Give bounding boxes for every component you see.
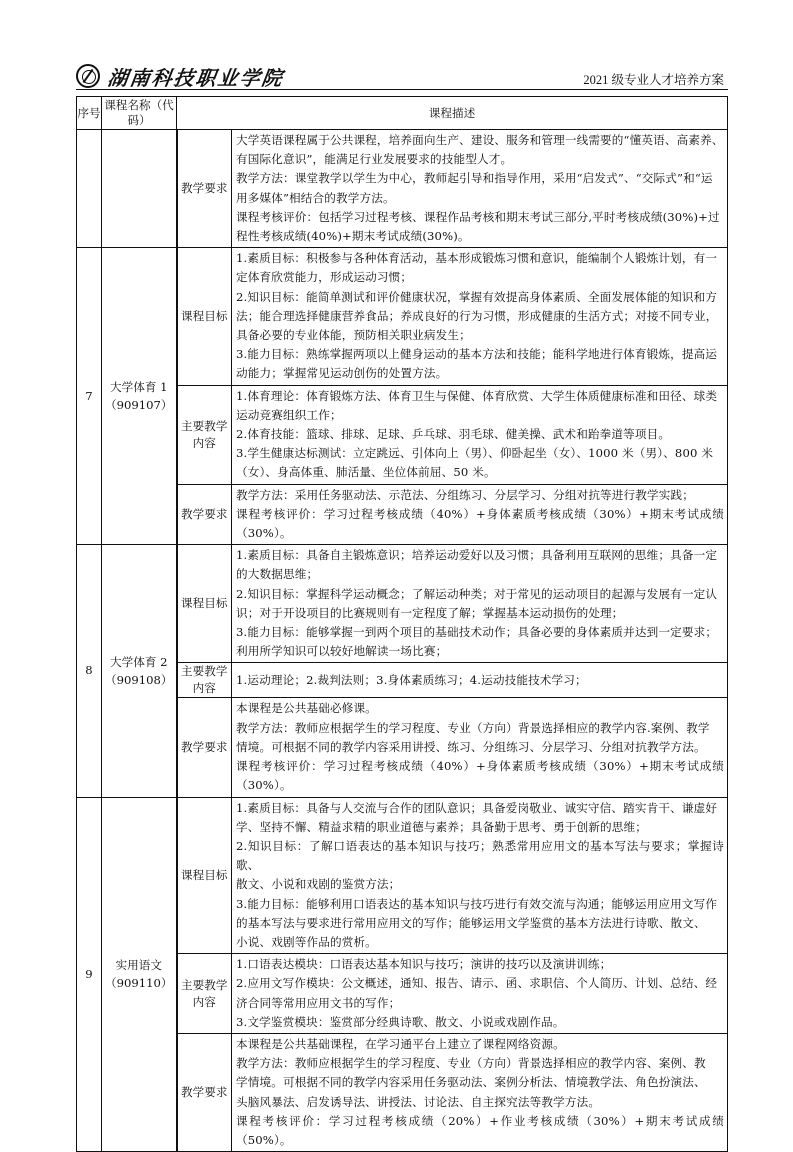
desc-line: 2.知识目标：了解口语表达的基本知识与技巧；熟悉常用应用文的基本写法与要求；掌握诗歌、 — [236, 838, 724, 873]
desc-line: 教学方法：课堂教学以学生为中心，教师起引导和指导作用，采用“启发式”、“交际式”和“运 — [236, 171, 713, 186]
section-desc — [232, 248, 728, 385]
desc-line: 1.口语表达模块：口语表达基本知识与技巧；演讲的技巧以及演讲训练； — [236, 957, 612, 972]
header-rule — [76, 89, 728, 90]
desc-line: 学情境。可根据不同的教学内容采用任务驱动法、案例分析法、情境教学法、角色扮演法、 — [236, 1075, 706, 1090]
desc-line: 小说、戏剧等作品的赏析。 — [236, 934, 377, 949]
header-desc-text: 课程描述 — [428, 105, 476, 120]
desc-line: 2.体育技能：篮球、排球、足球、乒乓球、羽毛球、健美操、武术和跆拳道等项目。 — [236, 427, 671, 442]
desc-line: 课程考核评价：学习过程考核成绩（40%）+身体素质考核成绩（30%）+期末考试成绩（30%）。 — [236, 506, 724, 541]
desc-line: 1.素质目标：积极参与各种体育活动，基本形成锻炼习惯和意识，能编制个人锻炼计划，有一 — [236, 251, 718, 266]
desc-line: 课程考核评价：学习过程考核成绩（40%）+身体素质考核成绩（30%）+期末考试成绩（30%）。 — [236, 759, 724, 793]
desc-line: 散文、小说和戏剧的鉴赏方法； — [236, 877, 401, 892]
course-number: 7 — [77, 248, 102, 545]
desc-line: 3.能力目标：熟练掌握两项以上健身运动的基本方法和技能；能科学地进行体育锻炼，提高运 — [236, 347, 718, 362]
section-label-line: 主要教学 — [181, 977, 228, 992]
desc-line: 教学方法：教师应根据学生的学习程度、专业（方向）背景选择相应的教学内容.案例、教学 — [236, 720, 710, 735]
section-label: 教学要求 — [177, 698, 232, 797]
desc-line: 1.体育理论：体育锻炼方法、体育卫生与保健、体育欣赏、大学生体质健康标准和田径、球类 — [236, 388, 718, 403]
desc-line: 3.能力目标：能够利用口语表达的基本知识与技巧进行有效交流与沟通；能够运用应用文写作 — [236, 896, 718, 911]
course-name: 大学体育 1 — [110, 380, 168, 395]
desc-line: 头脑风暴法、启发诱导法、讲授法、讨论法、自主探究法等教学方法。 — [236, 1094, 601, 1109]
desc-line: 2.应用文写作模块：公文概述，通知、报告、请示、函、求职信、个人简历、计划、总结、经 — [236, 976, 718, 991]
desc-line: 教学方法：教师应根据学生的学习程度、专业（方向）背景选择相应的教学内容、案例、教 — [236, 1056, 706, 1071]
school-seal-icon — [76, 64, 100, 88]
section-desc — [232, 545, 728, 663]
table-row — [77, 797, 728, 954]
course-name: 大学体育 2 — [110, 654, 168, 669]
course-table — [76, 96, 728, 1152]
table-body — [77, 130, 728, 1152]
course-code: （909107） — [105, 398, 173, 413]
section-label-line: 主要教学 — [181, 418, 228, 433]
table-header-row — [77, 97, 728, 130]
header-course — [102, 97, 177, 130]
section-label — [177, 954, 232, 1034]
desc-line: 3.文学鉴赏模块：鉴赏部分经典诗歌、散文、小说或戏剧作品。 — [236, 1014, 565, 1029]
table-row — [77, 248, 728, 385]
desc-line: 2.知识目标：掌握科学运动概念；了解运动种类；对于常见的运动项目的起源与发展有一定认 — [236, 586, 718, 601]
desc-line: 2.知识目标：能简单测试和评价健康状况，掌握有效提高身体素质、全面发展体能的知识和方 — [236, 289, 718, 304]
section-label-line: 内容 — [192, 435, 216, 450]
desc-line: 课程考核评价：学习过程考核成绩（20%）+作业考核成绩（30%）+期末考试成绩（50%）。 — [236, 1113, 724, 1147]
desc-line: 教学方法：采用任务驱动法、示范法、分组练习、分层学习、分组对抗等进行教学实践； — [236, 487, 695, 502]
desc-line: 识；对于开设项目的比赛规则有一定程度了解；掌握基本运动损伤的处理； — [236, 605, 624, 620]
course-name: 实用语文 — [115, 958, 162, 973]
header-no-text: 序号 — [77, 105, 101, 120]
course-number: 8 — [77, 545, 102, 797]
section-desc — [232, 385, 728, 484]
section-desc — [232, 130, 728, 248]
section-desc — [232, 1033, 728, 1151]
section-label: 教学要求 — [177, 1033, 232, 1151]
section-label-line: 内容 — [192, 681, 216, 696]
section-desc — [232, 663, 728, 698]
desc-line: 1.素质目标：具备与人交流与合作的团队意识；具备爱岗敬业、诚实守信、踏实肯干、谦虚好 — [236, 800, 718, 815]
course-code: （909108） — [105, 672, 173, 687]
section-label-line: 主要教学 — [181, 664, 228, 679]
desc-line: （女）、身高体重、肺活量、坐位体前屈、50 米。 — [236, 465, 496, 480]
course-number: 9 — [77, 797, 102, 1152]
course-code: （909110） — [105, 976, 173, 991]
desc-line: 动能力；掌握常见运动创伤的处置方法。 — [236, 366, 448, 381]
page-header — [76, 62, 728, 90]
desc-line: 3.学生健康达标测试：立定跳远、引体向上（男）、仰卧起坐（女）、1000 米（男）、800 米 — [236, 446, 714, 461]
desc-line: 有国际化意识”，能满足行业发展要求的技能型人才。 — [236, 152, 513, 167]
section-label: 课程目标 — [177, 248, 232, 385]
section-label — [177, 663, 232, 698]
header-no — [77, 97, 102, 130]
desc-line: 1.素质目标：具备自主锻炼意识；培养运动爱好以及习惯；具备利用互联网的思维；具备一定 — [236, 548, 718, 563]
table-row — [77, 545, 728, 663]
header-course-text: 课程名称（代码） — [104, 98, 174, 127]
continued-name-cell — [102, 130, 177, 248]
desc-line: 运动竞赛组织工作； — [236, 407, 342, 422]
section-label — [177, 385, 232, 484]
section-label: 课程目标 — [177, 797, 232, 954]
desc-line: 程性考核成绩(40%)+期末考试成绩(30%)。 — [236, 229, 470, 244]
section-desc — [232, 797, 728, 954]
desc-line: 具备必要的专业体能，预防相关职业病发生； — [236, 328, 471, 343]
desc-line: 大学英语课程属于公共课程，培养面向生产、建设、服务和管理一线需要的“懂英语、高素养、 — [236, 133, 724, 147]
section-desc — [232, 484, 728, 545]
section-label-line: 内容 — [192, 994, 216, 1009]
desc-line: 学、坚持不懈、精益求精的职业道德与素养；具备勤于思考、勇于创新的思维； — [236, 819, 648, 834]
section-label: 课程目标 — [177, 545, 232, 663]
header-desc — [177, 97, 728, 130]
desc-line: 法；能合理选择健康营养食品；养成良好的行为习惯，形成健康的生活方式；对接不同专业， — [236, 308, 718, 323]
section-label: 教学要求 — [177, 484, 232, 545]
desc-line: 情境。可根据不同的教学内容采用讲授、练习、分组练习、分层学习、分组对抗教学方法。 — [236, 739, 706, 754]
continued-no-cell — [77, 130, 102, 248]
course-name-cell — [102, 545, 177, 797]
section-label: 教学要求 — [177, 130, 232, 248]
school-logo — [76, 62, 284, 90]
desc-line: 本课程是公共基础必修课。 — [236, 701, 377, 716]
desc-line: 济合同等常用应用文书的写作； — [236, 995, 401, 1010]
desc-line: 的基本写法与要求进行常用应用文的写作；能够运用文学鉴赏的基本方法进行诗歌、散文、 — [236, 915, 706, 930]
plan-title: 2021 级专业人才培养方案 — [583, 73, 724, 87]
school-name: 湖南科技职业学院 — [106, 65, 286, 90]
desc-line: 用多媒体”相结合的教学方法。 — [236, 190, 395, 205]
desc-line: 课程考核评价：包括学习过程考核、课程作品考核和期末考试三部分,平时考核成绩(30%)+过 — [236, 209, 720, 224]
table-row — [77, 130, 728, 248]
desc-line: 1.运动理论；2.裁判法则；3.身体素质练习；4.运动技能技术学习； — [236, 672, 587, 687]
desc-line: 定体育欣赏能力，形成运动习惯； — [236, 270, 413, 285]
section-desc — [232, 954, 728, 1034]
desc-line: 利用所学知识可以较好地解读一场比赛； — [236, 644, 448, 659]
desc-line: 3.能力目标：能够掌握一到两个项目的基础技术动作；具备必要的身体素质并达到一定要求； — [236, 625, 718, 640]
course-name-cell — [102, 797, 177, 1152]
desc-line: 本课程是公共基础课程，在学习通平台上建立了课程网络资源。 — [236, 1036, 565, 1051]
course-name-cell — [102, 248, 177, 545]
desc-line: 的大数据思维； — [236, 567, 319, 582]
section-desc — [232, 698, 728, 797]
